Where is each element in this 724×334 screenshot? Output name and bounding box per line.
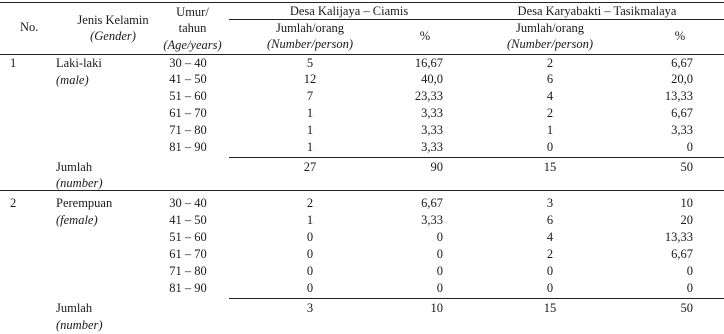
- group-gender-en: (female): [56, 213, 98, 227]
- cell-karyabakti-count: 4: [546, 89, 554, 103]
- cell-karyabakti-count: 0: [546, 281, 554, 295]
- cell-karyabakti-pct: 13,33: [664, 89, 693, 103]
- total-label-en: (number): [56, 318, 103, 332]
- header-village-kalijaya: Desa Kalijaya – Ciamis: [289, 4, 409, 18]
- header-village-karyabakti: Desa Karyabakti – Tasikmalaya: [517, 4, 677, 18]
- cell-karyabakti-pct: 0: [686, 281, 693, 295]
- total-karyabakti-pct: 50: [680, 301, 693, 315]
- total-karyabakti-pct: 50: [680, 160, 693, 174]
- header-count-en-karyabakti: (Number/person): [506, 37, 594, 51]
- cell-kalijaya-count: 0: [306, 230, 314, 244]
- rule-subtotal-1: [229, 157, 724, 158]
- cell-age: 61 – 70: [169, 247, 207, 261]
- cell-karyabakti-pct: 10: [680, 196, 693, 210]
- cell-kalijaya-count: 1: [306, 106, 314, 120]
- rule-section-divider: [0, 190, 724, 191]
- cell-karyabakti-pct: 3,33: [671, 123, 693, 137]
- cell-kalijaya-pct: 16,67: [414, 56, 443, 70]
- cell-karyabakti-count: 1: [546, 123, 554, 137]
- cell-age: 41 – 50: [169, 213, 207, 227]
- cell-kalijaya-pct: 0: [436, 264, 443, 278]
- cell-kalijaya-count: 7: [306, 89, 314, 103]
- group-gender: Laki-laki: [56, 56, 102, 70]
- total-karyabakti-count: 15: [543, 301, 557, 315]
- cell-kalijaya-count: 0: [306, 281, 314, 295]
- total-kalijaya-count: 3: [306, 301, 314, 315]
- total-label: Jumlah: [56, 301, 93, 315]
- cell-kalijaya-count: 1: [306, 213, 314, 227]
- cell-karyabakti-count: 2: [546, 106, 554, 120]
- cell-age: 51 – 60: [169, 230, 207, 244]
- cell-karyabakti-pct: 0: [686, 264, 693, 278]
- group-no: 1: [10, 56, 17, 70]
- group-gender-en: (male): [56, 73, 89, 87]
- cell-kalijaya-count: 1: [306, 123, 314, 137]
- cell-kalijaya-pct: 40,0: [421, 72, 443, 86]
- cell-kalijaya-pct: 3,33: [421, 123, 443, 137]
- cell-age: 51 – 60: [169, 89, 207, 103]
- rule-top: [0, 2, 724, 3]
- total-kalijaya-pct: 10: [430, 301, 443, 315]
- header-no: No.: [20, 20, 39, 34]
- cell-karyabakti-count: 6: [546, 72, 554, 86]
- total-karyabakti-count: 15: [543, 160, 557, 174]
- header-gender-en: (Gender): [90, 29, 136, 43]
- cell-karyabakti-pct: 20,0: [671, 72, 693, 86]
- header-age-en: (Age/years): [163, 38, 222, 52]
- rule-subtotal-2: [229, 298, 724, 299]
- cell-kalijaya-pct: 0: [436, 230, 443, 244]
- cell-age: 30 – 40: [169, 196, 207, 210]
- rule-village-underline: [229, 19, 724, 20]
- cell-karyabakti-pct: 0: [686, 140, 693, 154]
- cell-karyabakti-count: 3: [546, 196, 554, 210]
- cell-karyabakti-pct: 6,67: [671, 56, 693, 70]
- cell-kalijaya-pct: 23,33: [414, 89, 443, 103]
- cell-karyabakti-pct: 13,33: [664, 230, 693, 244]
- cell-kalijaya-pct: 3,33: [421, 140, 443, 154]
- cell-kalijaya-count: 0: [306, 247, 314, 261]
- group-no: 2: [10, 196, 17, 210]
- header-pct-kalijaya: %: [419, 29, 431, 43]
- cell-karyabakti-count: 2: [546, 56, 554, 70]
- cell-age: 71 – 80: [169, 264, 207, 278]
- cell-karyabakti-count: 0: [546, 140, 554, 154]
- total-label-en: (number): [56, 176, 103, 190]
- cell-age: 81 – 90: [169, 140, 207, 154]
- cell-kalijaya-pct: 3,33: [421, 106, 443, 120]
- group-gender: Perempuan: [56, 196, 113, 210]
- total-kalijaya-pct: 90: [430, 160, 443, 174]
- cell-karyabakti-count: 2: [546, 247, 554, 261]
- cell-kalijaya-count: 5: [306, 56, 314, 70]
- rule-header-bottom: [0, 54, 724, 55]
- header-age-2: tahun: [178, 21, 207, 35]
- header-count-en-kalijaya: (Number/person): [266, 37, 354, 51]
- cell-karyabakti-pct: 20: [680, 213, 693, 227]
- header-age-1: Umur/: [176, 5, 209, 19]
- total-kalijaya-count: 27: [303, 160, 317, 174]
- cell-age: 30 – 40: [169, 56, 207, 70]
- cell-kalijaya-count: 0: [306, 264, 314, 278]
- cell-kalijaya-pct: 3,33: [421, 213, 443, 227]
- cell-karyabakti-count: 4: [546, 230, 554, 244]
- header-gender: Jenis Kelamin: [77, 13, 149, 27]
- cell-kalijaya-count: 12: [303, 72, 317, 86]
- cell-age: 61 – 70: [169, 106, 207, 120]
- cell-kalijaya-pct: 6,67: [421, 196, 443, 210]
- cell-kalijaya-count: 2: [306, 196, 314, 210]
- cell-age: 41 – 50: [169, 72, 207, 86]
- cell-kalijaya-pct: 0: [436, 247, 443, 261]
- cell-karyabakti-pct: 6,67: [671, 106, 693, 120]
- cell-karyabakti-count: 0: [546, 264, 554, 278]
- cell-age: 71 – 80: [169, 123, 207, 137]
- cell-karyabakti-count: 6: [546, 213, 554, 227]
- header-pct-karyabakti: %: [674, 29, 686, 43]
- total-label: Jumlah: [56, 160, 93, 174]
- header-count-karyabakti: Jumlah/orang: [515, 21, 585, 35]
- cell-age: 81 – 90: [169, 281, 207, 295]
- cell-karyabakti-pct: 6,67: [671, 247, 693, 261]
- header-count-kalijaya: Jumlah/orang: [275, 21, 345, 35]
- cell-kalijaya-pct: 0: [436, 281, 443, 295]
- cell-kalijaya-count: 1: [306, 140, 314, 154]
